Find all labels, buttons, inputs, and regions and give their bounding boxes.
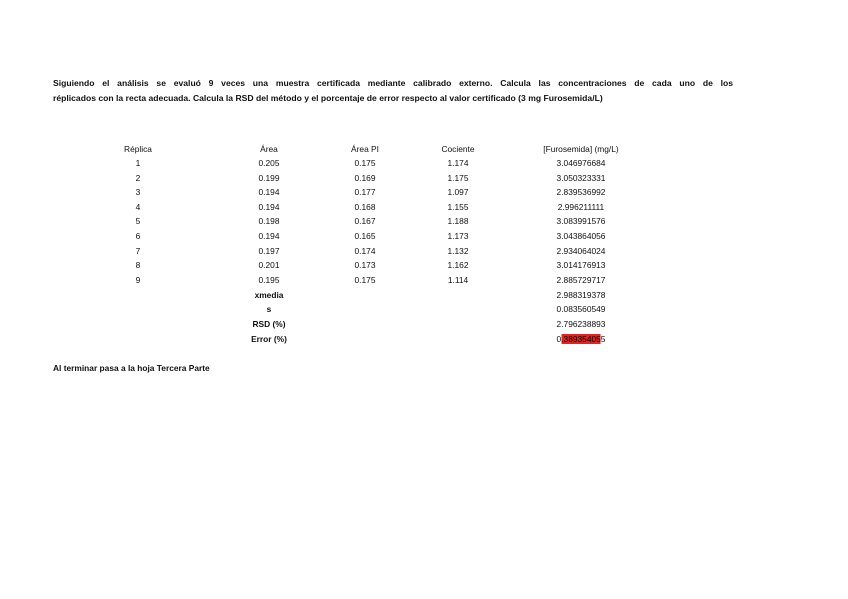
header-replica: Réplica (124, 144, 152, 154)
cell-furosemida[interactable]: 2.839536992 (556, 187, 606, 197)
cell-replica[interactable]: 8 (135, 260, 141, 270)
cell-furosemida[interactable]: 3.050323331 (556, 173, 606, 183)
cell-area[interactable]: 0.201 (258, 260, 280, 270)
cell-area[interactable]: 0.194 (258, 187, 280, 197)
cell-cociente[interactable]: 1.175 (447, 173, 469, 183)
cell-cociente[interactable]: 1.173 (447, 231, 469, 241)
cell-replica[interactable]: 4 (135, 202, 141, 212)
cell-cociente[interactable]: 1.188 (447, 216, 469, 226)
cell-area-pi[interactable]: 0.165 (354, 231, 376, 241)
cell-replica[interactable]: 5 (135, 216, 141, 226)
cell-furosemida[interactable]: 2.934064024 (556, 246, 606, 256)
cell-furosemida[interactable]: 3.043864056 (556, 231, 606, 241)
cell-furosemida[interactable]: 2.885729717 (556, 275, 606, 285)
cell-area[interactable]: 0.194 (258, 202, 280, 212)
cell-area[interactable]: 0.198 (258, 216, 280, 226)
footer-note: Al terminar pasa a la hoja Tercera Parte (53, 363, 210, 373)
cell-replica[interactable]: 2 (135, 173, 141, 183)
cell-furosemida[interactable]: 3.014176913 (556, 260, 606, 270)
cell-area[interactable]: 0.195 (258, 275, 280, 285)
cell-area[interactable]: 0.205 (258, 158, 280, 168)
cell-cociente[interactable]: 1.132 (447, 246, 469, 256)
cell-cociente[interactable]: 1.162 (447, 260, 469, 270)
cell-furosemida[interactable]: 2.996211111 (557, 202, 605, 212)
cell-cociente[interactable]: 1.097 (447, 187, 469, 197)
cell-area-pi[interactable]: 0.175 (354, 158, 376, 168)
cell-area-pi[interactable]: 0.177 (354, 187, 376, 197)
cell-area[interactable]: 0.194 (258, 231, 280, 241)
value-error-prefix: 0 (556, 334, 562, 344)
cell-area-pi[interactable]: 0.174 (354, 246, 376, 256)
cell-furosemida[interactable]: 3.083991576 (556, 216, 606, 226)
cell-replica[interactable]: 9 (135, 275, 141, 285)
cell-area[interactable]: 0.199 (258, 173, 280, 183)
instructions-line-1: Siguiendo el análisis se evaluó 9 veces una muestra certificada mediante calibrado externo. Calcula las concentraciones de cada uno de los (53, 78, 733, 88)
cell-area-pi[interactable]: 0.167 (354, 216, 376, 226)
label-rsd: RSD (%) (252, 319, 286, 329)
cell-cociente[interactable]: 1.114 (447, 275, 469, 285)
cell-replica[interactable]: 6 (135, 231, 141, 241)
header-area: Área (260, 144, 278, 154)
cell-cociente[interactable]: 1.174 (447, 158, 469, 168)
label-error: Error (%) (251, 334, 287, 344)
value-error[interactable] (557, 333, 606, 345)
cell-cociente[interactable]: 1.155 (447, 202, 469, 212)
instructions-paragraph (53, 76, 733, 106)
label-xmedia: xmedia (254, 290, 284, 300)
header-area-pi: Área PI (351, 144, 379, 154)
cell-replica[interactable]: 1 (135, 158, 141, 168)
value-s[interactable]: 0.083560549 (556, 304, 606, 314)
cell-area-pi[interactable]: 0.169 (354, 173, 376, 183)
cell-replica[interactable]: 7 (135, 246, 141, 256)
label-s: s (266, 304, 272, 314)
value-xmedia[interactable]: 2.988319378 (556, 290, 606, 300)
instructions-line-2: réplicados con la recta adecuada. Calcula la RSD del método y el porcentaje de error respecto al valor certificado (3 mg Furosemida/L) (53, 93, 603, 103)
cell-area-pi[interactable]: 0.173 (354, 260, 376, 270)
value-rsd[interactable]: 2.796238893 (556, 319, 606, 329)
cell-replica[interactable]: 3 (135, 187, 141, 197)
header-furosemida: [Furosemida] (mg/L) (543, 144, 619, 154)
value-error-highlight: .38935405 (561, 334, 601, 344)
cell-area-pi[interactable]: 0.168 (354, 202, 376, 212)
cell-area[interactable]: 0.197 (258, 246, 280, 256)
header-cociente: Cociente (441, 144, 475, 154)
value-error-suffix: 5 (600, 334, 606, 344)
cell-furosemida[interactable]: 3.046976684 (556, 158, 606, 168)
cell-area-pi[interactable]: 0.175 (354, 275, 376, 285)
